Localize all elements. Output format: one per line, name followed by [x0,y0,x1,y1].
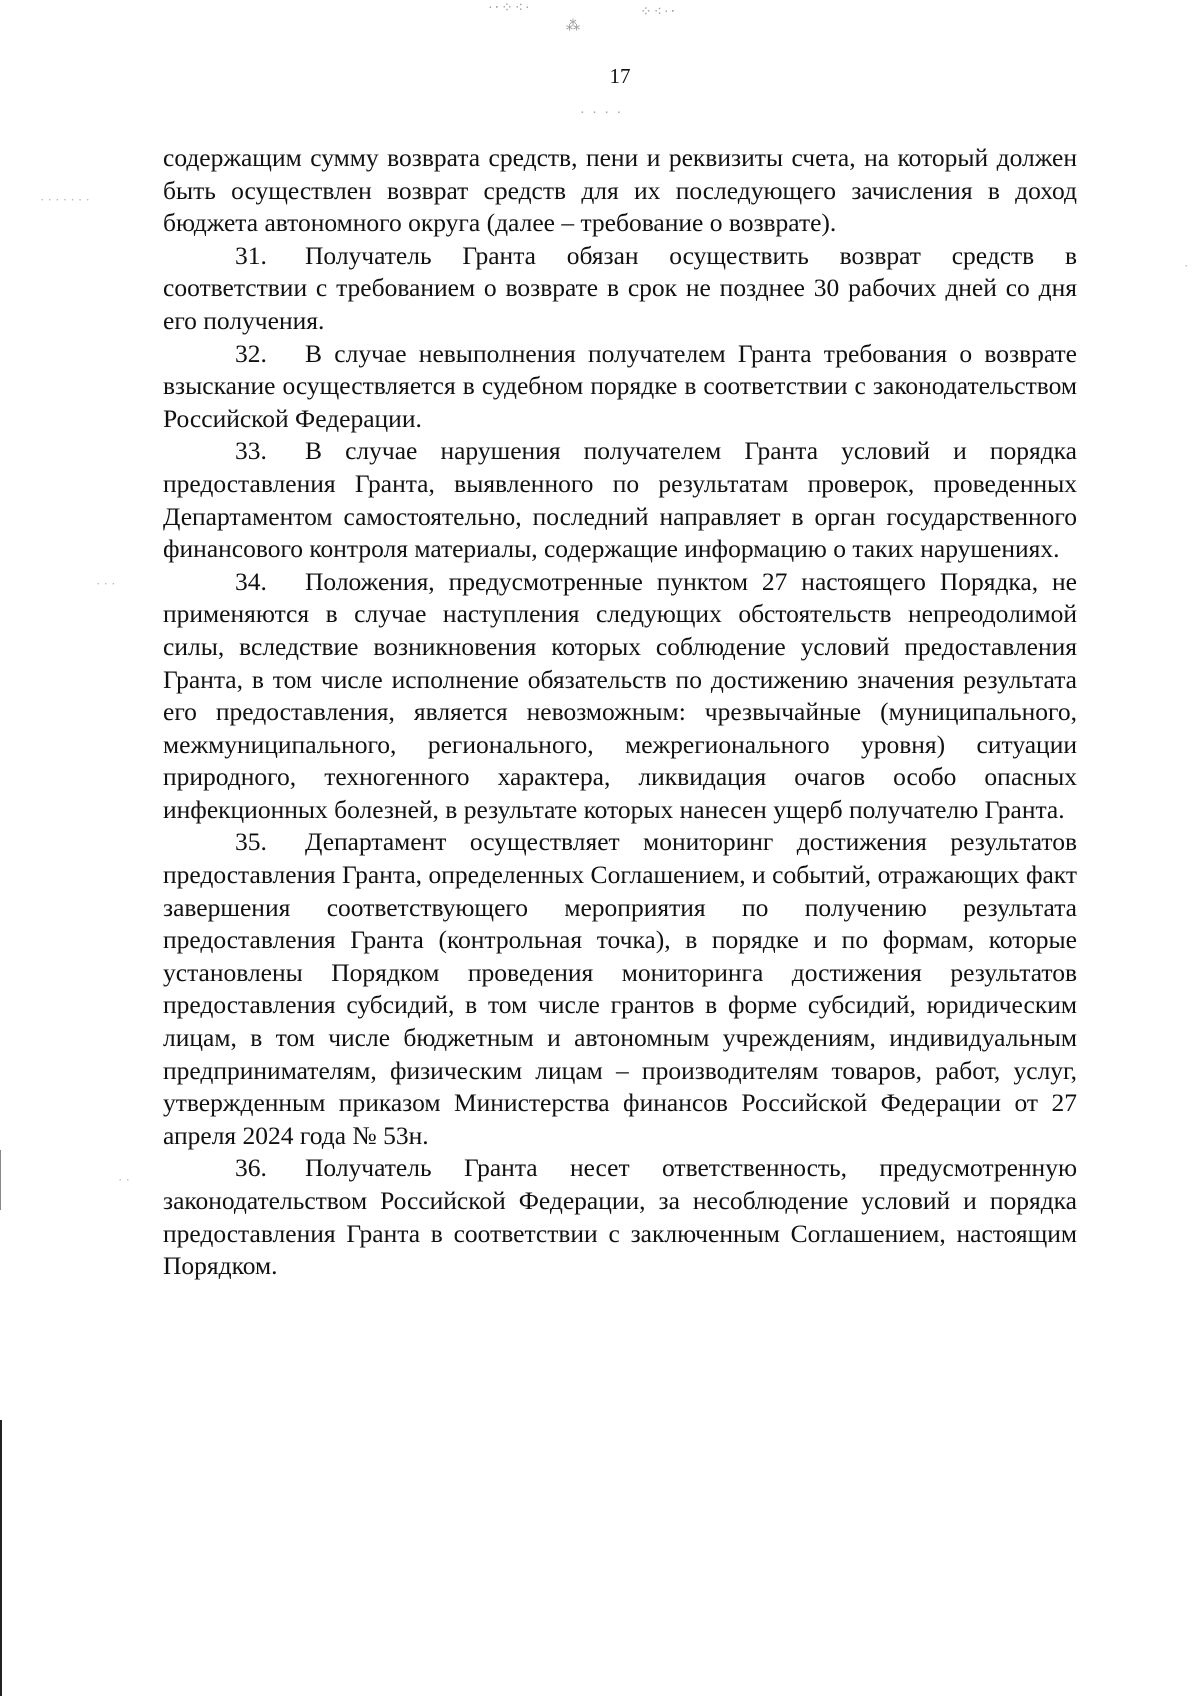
paragraph-number: 35. [235,827,267,857]
paragraph-text: В случае нарушения получателем Гранта условий и порядка предоставления Гранта, выявленного по результатам проверок, проведенных Департаментом самостоятельно, последний направляет в орган государственного финансового контроля материалы, содержащие информацию о таких нарушениях. [163,436,1077,564]
page-number: 17 [609,64,631,88]
paragraph-32 [163,338,1077,436]
paragraph-text: В случае невыполнения получателем Гранта требования о возврате взыскание осуществляется в судебном порядке в соответствии с законодательством Российской Федерации. [163,338,1077,433]
paragraph-number: 34. [235,566,267,596]
paragraph-31 [163,240,1077,338]
paragraph-continuation [163,142,1077,240]
paragraph-number: 31. [235,240,267,270]
paragraph-text: Получатель Гранта несет ответственность, предусмотренную законодательством Российской Федерации, за несоблюдение условий и порядка предоставления Гранта в соответствии с заключенным Соглашением, настоящим Порядком. [163,1153,1077,1281]
scan-artifact: · [1184,258,1189,273]
paragraph-35 [163,826,1077,1152]
paragraph-33 [163,435,1077,565]
paragraph-number: 33. [235,436,267,466]
scan-artifact: ·‧⁘⁖· [488,1,532,16]
paragraph-text: Положения, предусмотренные пунктом 27 настоящего Порядка, не применяются в случае наступления следующих обстоятельств непреодолимой силы, вследствие возникновения которых соблюдение условий предоставления Гранта, в том числе исполнение обязательств по достижению значения результата его предоставления, является невозможным: чрезвычайные (муниципального, межмуниципального, регионального, межрегионального уровня) ситуации природного, техногенного характера, ликвидация очагов особо опасных инфекционных болезней, в результате которых нанесен ущерб получателю Гранта. [163,566,1077,824]
paragraph-number: 32. [235,338,267,368]
scan-artifact: ⁘⁖·‧ [640,5,678,20]
paragraph-34 [163,566,1077,827]
scan-edge-line [0,1420,2,1696]
scan-artifact: · · · · · · · [40,192,90,207]
paragraph-text: Получатель Гранта обязан осуществить возврат средств в соответствии с требованием о возврате в срок не позднее 30 рабочих дней со дня его получения. [163,240,1077,335]
scan-artifact: · · · · [580,106,624,121]
paragraph-text: содержащим сумму возврата средств, пени и реквизиты счета, на который должен быть осуществлен возврат средств для их последующего зачисления в доход бюджета автономного округа (далее – требование о возврате). [163,143,1077,238]
paragraph-text: Департамент осуществляет мониторинг достижения результатов предоставления Гранта, определенных Соглашением, и событий, отражающих факт завершения соответствующего мероприятия по получению результата предоставления Гранта (контрольная точка), в порядке и по формам, которые установлены Порядком проведения мониторинга достижения результатов предоставления субсидий, в том числе грантов в форме субсидий, юридическим лицам, в том числе бюджетным и автономным учреждениям, индивидуальным предпринимателям, физическим лицам – производителям товаров, работ, услуг, утвержденным приказом Министерства финансов Российской Федерации от 27 апреля 2024 года № 53н. [163,827,1077,1150]
scan-edge-line [0,1150,1,1210]
paragraph-number: 36. [235,1153,267,1183]
scan-artifact: · · [118,1172,130,1187]
scan-artifact: · · · [96,576,116,591]
paragraph-36 [163,1152,1077,1282]
document-body [163,142,1077,1283]
scan-artifact: ⁂ [566,19,582,34]
